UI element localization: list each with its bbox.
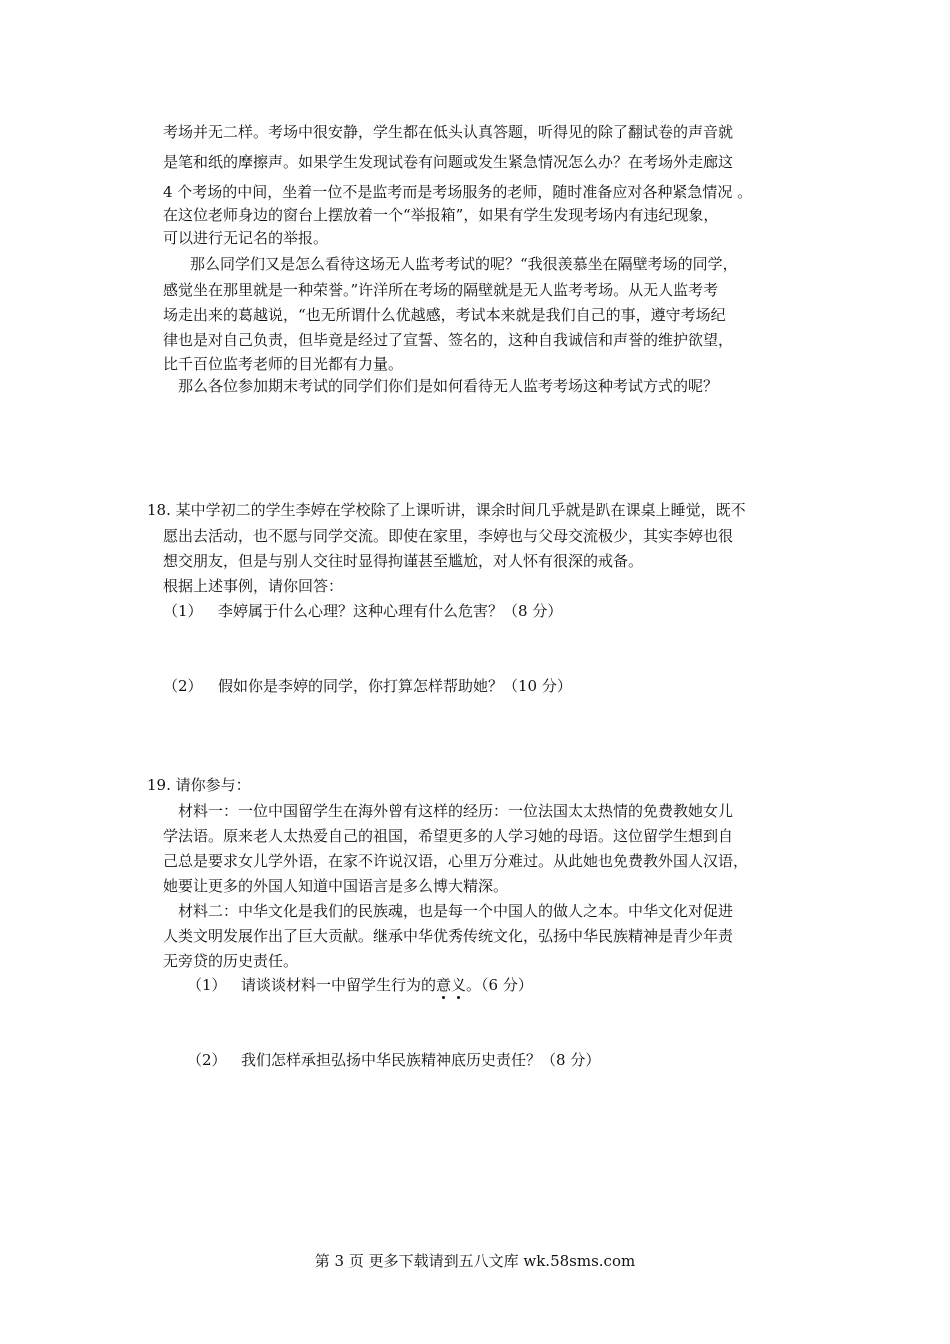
q19-material-line: 人类文明发展作出了巨大贡献。继承中华优秀传统文化，弘扬中华民族精神是青少年责 (163, 927, 734, 945)
q18-stem-line: 18. 某中学初二的学生李婷在学校除了上课听讲，课余时间几乎就是趴在课桌上睡觉，既不 (147, 501, 746, 519)
q19-sub2-number: （2） (187, 1051, 227, 1069)
q19-material-line: 己总是要求女儿学外语，在家不许说汉语，心里万分难过。从此她也免费教外国人汉语， (163, 852, 749, 870)
q19-material-line: 无旁贷的历史责任。 (163, 952, 299, 970)
q19-material-line: 材料一：一位中国留学生在海外曾有这样的经历：一位法国太太热情的免费教她女儿 (178, 802, 734, 820)
passage-line: 律也是对自己负责，但毕竟是经过了宣誓、签名的，这种自我诚信和声誉的维护欲望， (163, 331, 734, 349)
passage-question: 那么各位参加期末考试的同学们你们是如何看待无人监考考场这种考试方式的呢？ (178, 377, 719, 395)
q19-sub1-text (241, 975, 533, 995)
q19-title: 19. 请你参与： (147, 776, 251, 794)
passage-line: 可以进行无记名的举报。 (163, 229, 329, 247)
q18-sub2-number: （2） (163, 677, 203, 695)
q18-sub1-text: 李婷属于什么心理？这种心理有什么危害？（8 分） (218, 602, 563, 620)
q19-material-line: 材料二：中华文化是我们的民族魂，也是每一个中国人的做人之本。中华文化对促进 (178, 902, 734, 920)
q18-stem-line: 想交朋友，但是与别人交往时显得拘谨甚至尴尬，对人怀有很深的戒备。 (163, 552, 644, 570)
passage-line: 比千百位监考老师的目光都有力量。 (163, 355, 404, 373)
q19-sub1-pre: 请谈谈材料一中留学生行为的 (241, 976, 437, 994)
passage-line: 是笔和纸的摩擦声。如果学生发现试卷有问题或发生紧急情况怎么办？在考场外走廊这 (163, 153, 734, 171)
passage-line: 在这位老师身边的窗台上摆放着一个“举报箱”，如果有学生发现考场内有违纪现象， (163, 206, 719, 224)
q19-sub2-text: 我们怎样承担弘扬中华民族精神底历史责任？（8 分） (241, 1051, 601, 1069)
q19-material-line: 她要让更多的外国人知道中国语言是多么博大精深。 (163, 877, 509, 895)
emphasis-char: 义 (451, 976, 467, 994)
emphasis-char: 意 (436, 976, 452, 994)
q19-sub1-number: （1） (187, 976, 227, 994)
page-footer: 第 3 页 更多下载请到五八文库 wk.58sms.com (314, 1252, 636, 1270)
q18-sub2-text: 假如你是李婷的同学，你打算怎样帮助她？（10 分） (218, 677, 572, 695)
q19-material-line: 学法语。原来老人太热爱自己的祖国，希望更多的人学习她的母语。这位留学生想到自 (163, 827, 734, 845)
q18-stem-line: 根据上述事例，请你回答： (163, 577, 344, 595)
passage-line: 4 个考场的中间，坐着一位不是监考而是考场服务的老师，随时准备应对各种紧急情况 。 (163, 183, 753, 201)
passage-line: 感觉坐在那里就是一种荣誉。”许洋所在考场的隔壁就是无人监考考场。从无人监考考 (163, 281, 719, 299)
q19-sub1-post: 。（6 分） (466, 976, 533, 994)
passage-line: 考场并无二样。考场中很安静，学生都在低头认真答题，听得见的除了翻试卷的声音就 (163, 123, 734, 141)
passage-line: 那么同学们又是怎么看待这场无人监考考试的呢？“我很羡慕坐在隔壁考场的同学， (190, 255, 738, 273)
q18-sub1-number: （1） (163, 602, 203, 620)
passage-line: 场走出来的葛越说，“也无所谓什么优越感，考试本来就是我们自己的事，遵守考场纪 (163, 306, 726, 324)
q18-stem-line: 愿出去活动，也不愿与同学交流。即使在家里，李婷也与父母交流极少，其实李婷也很 (163, 527, 734, 545)
